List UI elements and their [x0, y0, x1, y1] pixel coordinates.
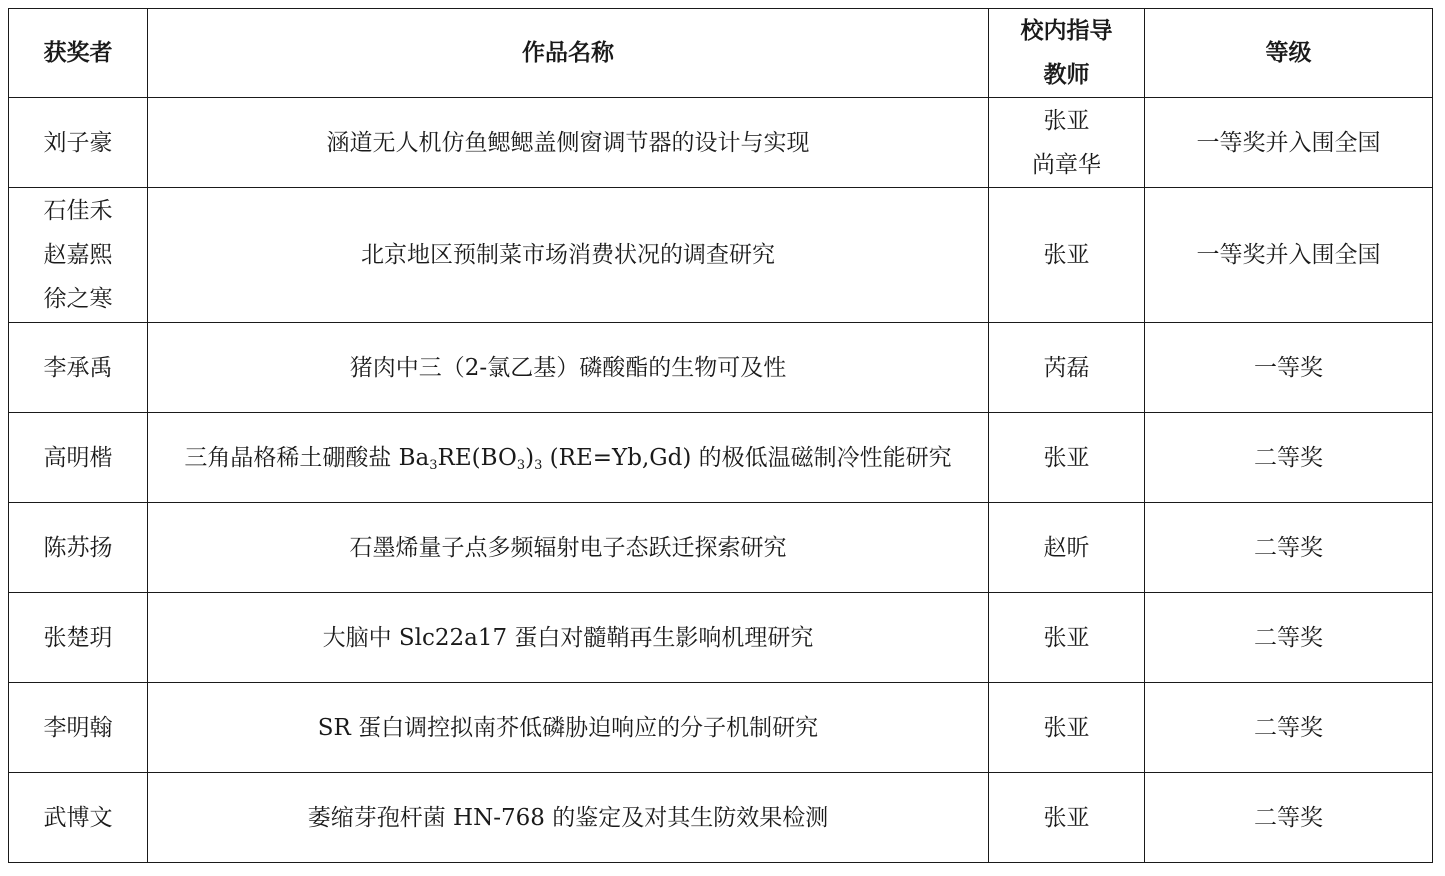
title-cell: 北京地区预制菜市场消费状况的调查研究 [148, 188, 989, 323]
teacher-name: 张亚 [1043, 242, 1090, 268]
winner-name: 刘子豪 [43, 129, 113, 156]
winner-cell [9, 593, 148, 683]
table-header-row [9, 9, 1433, 98]
level-cell: 一等奖并入围全国 [1145, 188, 1433, 323]
table-row [9, 683, 1433, 773]
winner-name: 高明楷 [43, 444, 113, 471]
teacher-name: 张亚 [1043, 714, 1090, 741]
table-row [9, 98, 1433, 188]
title-part: RE(BO [437, 444, 517, 471]
table-row [9, 593, 1433, 683]
teacher-name: 尚章华 [1032, 151, 1101, 178]
level-cell: 一等奖并入围全国 [1145, 98, 1433, 188]
teacher-name: 张亚 [1043, 624, 1090, 651]
table-row [9, 503, 1433, 593]
teacher-cell [989, 323, 1145, 413]
level-cell: 二等奖 [1145, 593, 1433, 683]
title-part: (RE=Yb,Gd) 的极低温磁制冷性能研究 [542, 444, 952, 471]
teacher-name: 张亚 [1043, 107, 1090, 134]
teacher-cell [989, 773, 1145, 863]
winner-cell [9, 188, 148, 323]
header-teacher [989, 9, 1145, 98]
winner-name: 石佳禾 [43, 198, 113, 224]
teacher-cell [989, 593, 1145, 683]
level-cell: 二等奖 [1145, 503, 1433, 593]
winner-name: 徐之寒 [43, 286, 113, 312]
winner-name: 武博文 [43, 804, 113, 831]
winner-name: 陈苏扬 [43, 534, 113, 561]
subscript: 3 [429, 457, 438, 473]
subscript: 3 [534, 457, 543, 473]
subscript: 3 [516, 457, 526, 473]
level-cell: 二等奖 [1145, 683, 1433, 773]
table-row [9, 323, 1433, 413]
title-part: ) [525, 444, 535, 471]
title-cell: 猪肉中三（2-氯乙基）磷酸酯的生物可及性 [148, 323, 989, 413]
winner-cell [9, 683, 148, 773]
winner-cell [9, 413, 148, 503]
header-teacher-line-2: 教师 [1043, 61, 1090, 88]
header-winner: 获奖者 [9, 9, 148, 98]
teacher-cell [989, 503, 1145, 593]
teacher-name: 赵昕 [1043, 534, 1090, 561]
teacher-name: 张亚 [1043, 804, 1090, 831]
level-cell: 一等奖 [1145, 323, 1433, 413]
teacher-cell [989, 413, 1145, 503]
teacher-cell [989, 683, 1145, 773]
teacher-name: 芮磊 [1043, 354, 1090, 381]
winner-cell [9, 503, 148, 593]
table-row [9, 773, 1433, 863]
awards-table [8, 8, 1433, 863]
title-part: 三角晶格稀土硼酸盐 Ba [184, 444, 430, 471]
winner-cell [9, 773, 148, 863]
title-cell: SR 蛋白调控拟南芥低磷胁迫响应的分子机制研究 [148, 683, 989, 773]
level-cell: 二等奖 [1145, 773, 1433, 863]
winner-name: 李明翰 [43, 714, 113, 741]
winner-cell [9, 323, 148, 413]
teacher-cell [989, 98, 1145, 188]
title-cell: 涵道无人机仿鱼鳃鳃盖侧窗调节器的设计与实现 [148, 98, 989, 188]
level-cell: 二等奖 [1145, 413, 1433, 503]
winner-name: 李承禹 [43, 354, 113, 381]
header-level: 等级 [1145, 9, 1433, 98]
title-cell [148, 413, 989, 503]
header-teacher-line-1: 校内指导 [1020, 17, 1113, 44]
title-cell: 石墨烯量子点多频辐射电子态跃迁探索研究 [148, 503, 989, 593]
teacher-name: 张亚 [1043, 444, 1090, 471]
winner-cell [9, 98, 148, 188]
winner-name: 赵嘉熙 [43, 242, 113, 268]
table-row [9, 188, 1433, 323]
header-title: 作品名称 [148, 9, 989, 98]
teacher-cell [989, 188, 1145, 323]
winner-name: 张楚玥 [43, 624, 113, 651]
table-row [9, 413, 1433, 503]
title-cell: 萎缩芽孢杆菌 HN-768 的鉴定及对其生防效果检测 [148, 773, 989, 863]
title-cell: 大脑中 Slc22a17 蛋白对髓鞘再生影响机理研究 [148, 593, 989, 683]
